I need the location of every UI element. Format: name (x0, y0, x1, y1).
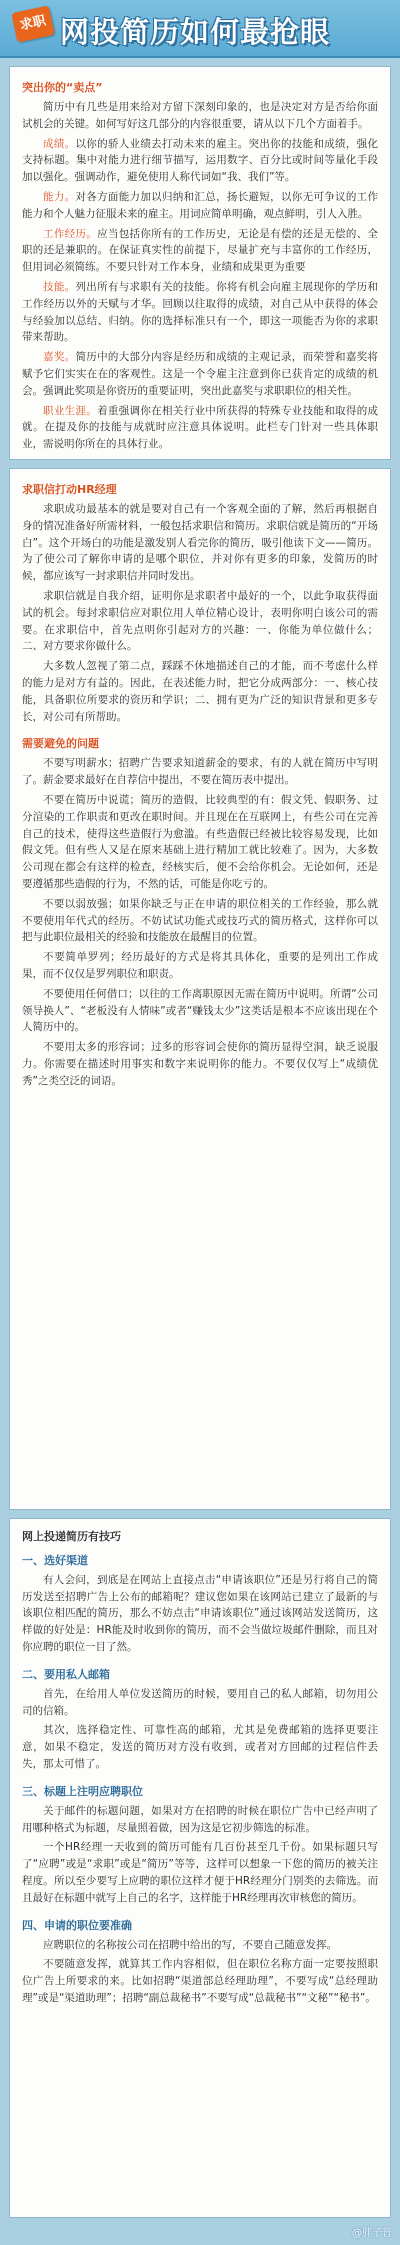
item-career (22, 403, 378, 453)
section-heading-selling-points: 突出你的“卖点” (22, 81, 103, 94)
section-heading-online-tips: 网上投递简历有技巧 (22, 1530, 121, 1543)
tip-paragraph: 首先，在给用人单位发送简历的时候，要用自己的私人邮箱，切勿用公司的信箱。 (22, 1687, 378, 1717)
item-keyword: 嘉奖。 (43, 351, 76, 364)
cover-letter-paragraph: 大多数人忽视了第二点，踩踩不休地描述自己的才能，而不考虑什么样的能力是对方有益的。因此，在表述能力时，把它分成两部分：一、核心技能，具备职位所要求的资历和学识；二、拥有更为广泛的知识背景和更多专长，对公司有所帮助。 (22, 660, 378, 723)
item-keyword: 能力。 (43, 190, 76, 203)
tip-heading-private-email: 二、要用私人邮箱 (22, 1667, 110, 1681)
selling-points-card (9, 66, 391, 460)
cover-letter-paragraph: 求职信就是自我介绍，证明你是求职者中最好的一个，以此争取获得面试的机会。每封求职信应对职位用人单位精心设计，表明你明白该公司的需要。在求职信中，首先点明你引起对方的兴趣：一、你能为单位做什么；二、对方要求你做什么。 (22, 589, 378, 653)
section-intro: 简历中有几些是用来给对方留下深刻印象的，也是决定对方是否给你面试机会的关键。如何写好这几部分的内容很重要，请从以下几个方面着手。 (22, 101, 378, 130)
item-keyword: 成绩。 (43, 137, 76, 150)
avoid-paragraph: 不要在简历中说谎；简历的造假，比较典型的有：假文凭、假职务、过分渲染的工作职责和更改在职时间。并且现在在互联网上，有些公司在完善自己的技术，使得这些造假行为愈滥。有些造假已经被比较容易发现，比如假文凭。但有些人又是在原来基础上进行精加工就比较难了。因为，大多数公司现在都会有这样的检查，经核实后，便不会给你机会。无论如何，还是要遵循那些造假的行为，不然的话，可能是你吃亏的。 (22, 793, 378, 890)
tip-paragraph: 其次，选择稳定性、可靠性高的邮箱，尤其是免费邮箱的选择更要注意，如果不稳定，发送的简历对方没有收到，或者对方回邮的过程信件丢失，那太可惜了。 (22, 1724, 378, 1770)
item-text: 着重强调你在相关行业中所获得的特殊专业技能和取得的成就。在提及你的技能与成就时应注意具体说明。此栏专门针对一些具体职业，需说明你所在的具体行业。 (22, 404, 379, 451)
avoid-paragraph: 不要写明薪水；招聘广告要求知道薪金的要求，有的人就在简历中写明了。薪金要求最好在自荐信中提出，不要在简历表中提出。 (22, 757, 378, 787)
item-text: 简历中的大部分内容是经历和成绩的主观记录，而荣誉和嘉奖将赋予它们实实在在的客观性。这是一个令雇主注意到你已获肯定的成绩的机会。强调此奖项是你资历的重要证明，突出此嘉奖与求职职位的相关性。 (22, 351, 379, 397)
item-keyword: 工作经历。 (43, 227, 98, 240)
avoid-paragraph: 不要简单罗列；经历最好的方式是将其具体化，重要的是列出工作成果，而不仅仅是罗列职位和职责。 (22, 951, 378, 980)
cover-letter-paragraph: 求职成功最基本的就是要对自己有一个客观全面的了解，然后再根据自身的情况准备好所需材料，一般包括求职信和简历。求职信就是简历的“开场白”。这个开场白的功能是激发别人看完你的简历，吸引他读下文——简历。为了使公司了解你申请的是哪个职位，并对你有更多的印象，发简历的时候，都应该写一封求职信并同时发出。 (22, 503, 378, 583)
tip-heading-accurate-position: 四、申请的职位要准确 (22, 1918, 132, 1932)
job-badge: 求职 (11, 5, 54, 42)
page-header (0, 0, 400, 58)
section-heading-cover-letter: 求职信打动HR经理 (22, 483, 117, 496)
item-awards (22, 349, 378, 399)
tip-paragraph: 应聘职位的名称按公司在招聘中给出的写，不要自己随意发挥。 (43, 1938, 337, 1951)
item-work-experience (22, 226, 378, 276)
item-skills (22, 279, 378, 346)
item-text: 对各方面能力加以归纳和汇总，扬长避短，以你无可争议的工作能力和个人魅力征服未来的雇主。用词应简单明确，观点鲜明，引人入胜。 (22, 190, 379, 220)
tip-heading-subject-line: 三、标题上注明应聘职位 (22, 1784, 143, 1798)
section-heading-avoid: 需要避免的问题 (22, 737, 99, 751)
item-text: 列出所有与求职有关的技能。你将有机会向雇主展现你的学历和工作经历以外的天赋与才华。回顾以往取得的成绩，对自己从中获得的体会与经验加以总结、归纳。你的选择标准只有一个，即这一项能否为你的求职带来帮助。 (22, 280, 379, 344)
avoid-paragraph: 不要使用任何借口；以往的工作离职原因无需在简历中说明。所谓“公司领导换人”、“老板没有人情味”或者“赚钱太少”这类话是根本不应该出现在个人简历中的。 (22, 987, 378, 1034)
item-text: 应当包括你所有的工作历史，无论是有偿的还是无偿的、全职的还是兼职的。在保证真实性的前提下，尽量扩充与丰富你的工作经历，但用词必须简练。不要只针对工作本身，业绩和成果更为重要 (22, 227, 379, 274)
page-title: 网投简历如何最抢眼 (60, 15, 331, 49)
item-keyword: 职业生涯。 (43, 404, 98, 417)
tip-paragraph: 不要随意发挥，就算其工作内容相似，但在职位名称方面一定要按照职位广告上所要求的来。比如招聘“渠道部总经理助理”，不要写成“总经理助理”或是“渠道助理”；招聘“副总裁秘书”不要写成“总裁秘书”“文秘”“秘书”。 (22, 1958, 378, 2004)
tip-paragraph: 一个HR经理一天收到的简历可能有几百份甚至几千份。如果标题只写了“应聘”或是“求职”或是“简历”等等，这样可以想象一下您的简历的被关注程度。所以至少要写上应聘的职位这样才便于HR经理分门别类的去筛选。而且最好在标题中就写上自己的名字，这样能于HR经理再次审核您的简历。 (22, 1841, 378, 1904)
tip-paragraph: 有人会问，到底是在网站上直接点击“申请该职位”还是另行将自己的简历发送至招聘广告上公布的邮箱呢？建议您如果在该网站已建立了最新的与该职位相匹配的简历，那么不妨点击“申请该职位”通过该网站发送简历，这样做的好处是：HR能及时收到你的简历，而不会当做垃圾邮件删除，而且对你应聘的职位一目了然。 (22, 1573, 378, 1653)
item-keyword: 技能。 (43, 280, 76, 293)
item-abilities (22, 189, 378, 223)
avoid-paragraph: 不要用太多的形容词；过多的形容词会使你的简历显得空洞，缺乏说服力。你需要在描述时用事实和数字来说明你的能力。不要仅仅写上“成绩优秀”之类空泛的词语。 (22, 1041, 378, 1087)
online-tips-card (9, 1518, 391, 2218)
tip-heading-channel: 一、选好渠道 (22, 1553, 88, 1567)
item-text: 以你的骄人业绩去打动未来的雇主。突出你的技能和成绩，强化支持标题。集中对能力进行细节描写，运用数字、百分比或时间等量化手段加以强化。强调动作，避免使用人称代词如“我、我们”等。 (22, 137, 379, 184)
avoid-paragraph: 不要以弱放强；如果你缺乏与正在申请的职位相关的工作经验，那么就不要使用年代式的经历。不妨试试功能式或技巧式的简历格式，这样你可以把与此职位最相关的经验和技能放在最醒目的位置。 (22, 897, 378, 944)
tip-paragraph: 关于邮件的标题问题，如果对方在招聘的时候在职位广告中已经声明了用哪种格式为标题，尽量照着做，因为这是它初步筛选的标准。 (22, 1804, 378, 1834)
watermark: @胖子普 (352, 2228, 392, 2239)
cover-letter-card (9, 468, 391, 1510)
item-achievements (22, 136, 378, 186)
